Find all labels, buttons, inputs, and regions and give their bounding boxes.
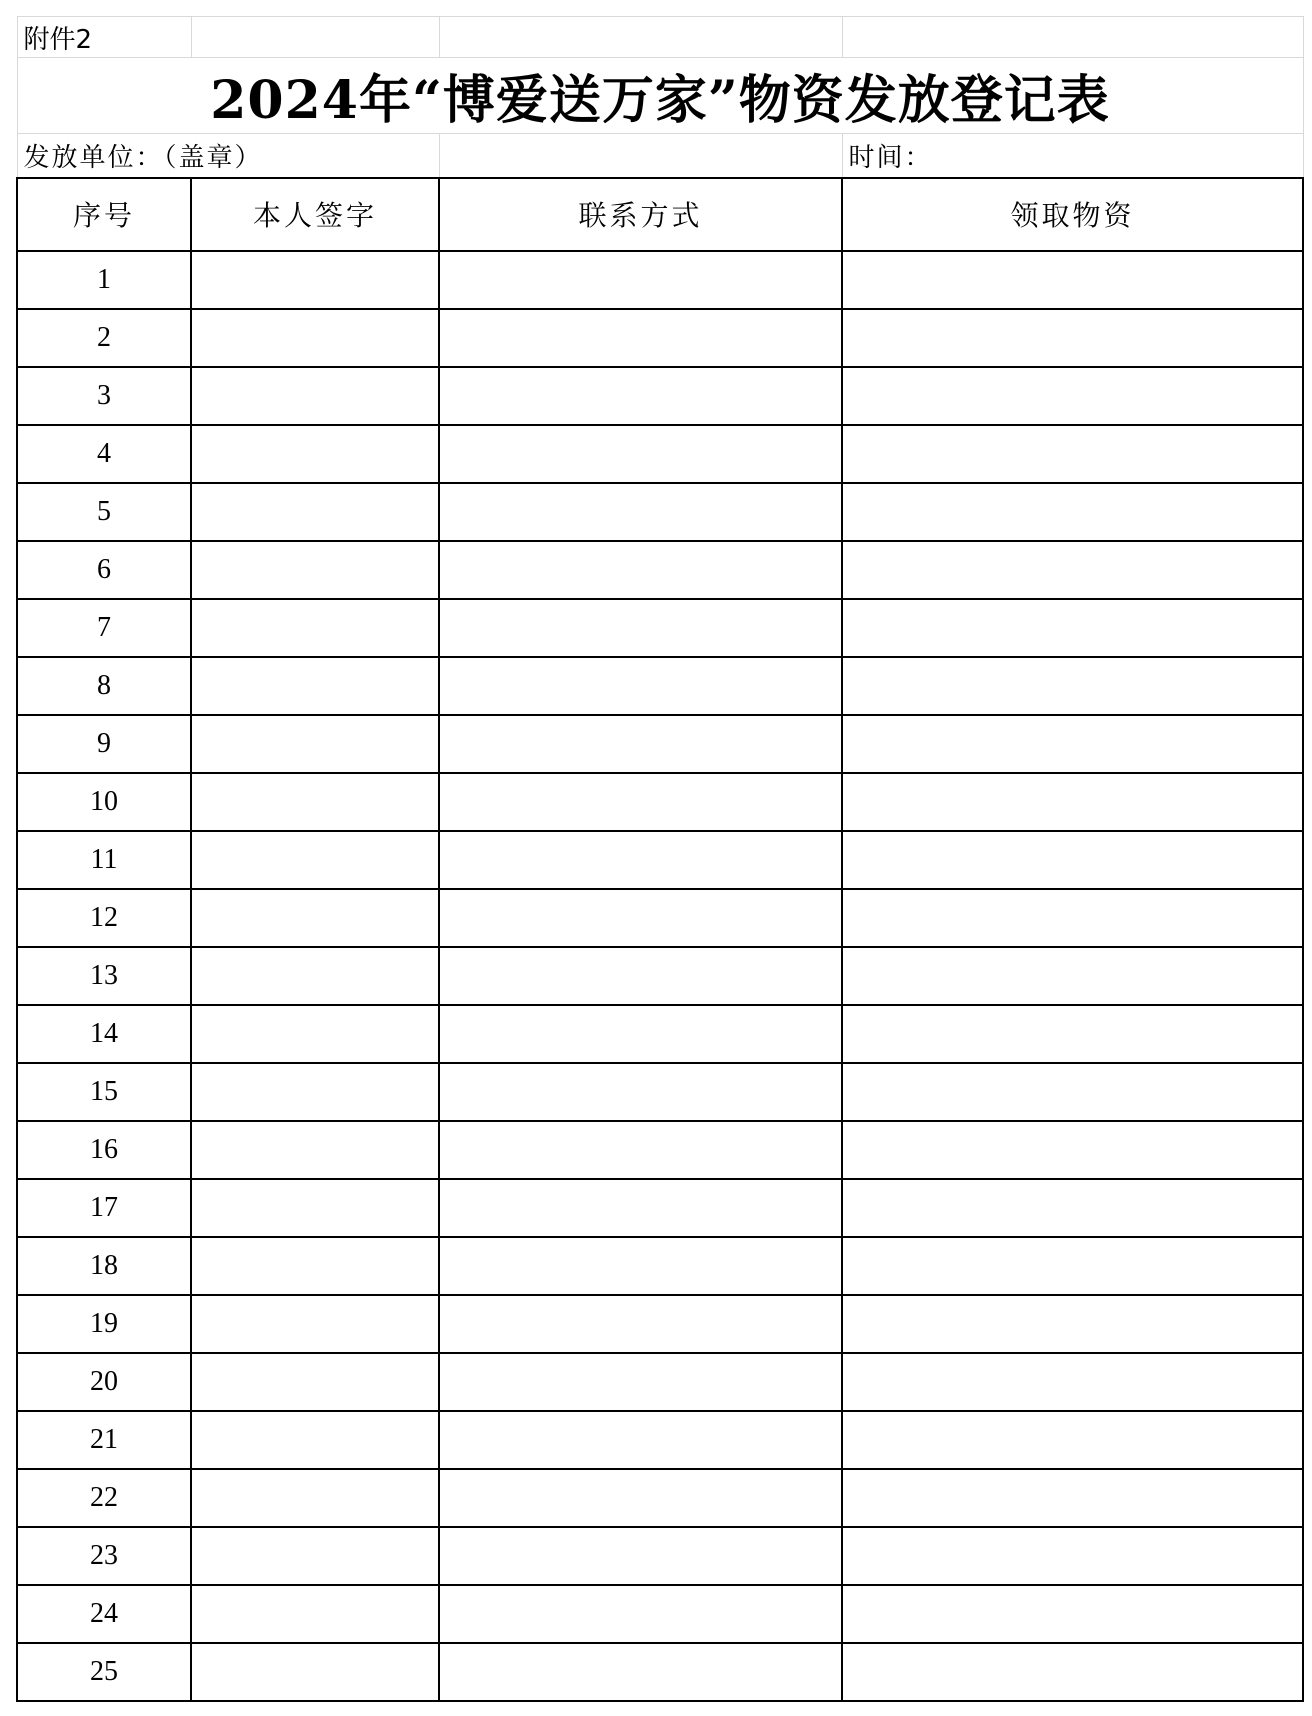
table-row <box>17 1295 1303 1353</box>
table-row <box>17 251 1303 309</box>
column-header-index: 序号 <box>17 178 191 251</box>
items-cell[interactable] <box>842 599 1303 657</box>
contact-cell[interactable] <box>439 947 842 1005</box>
contact-cell[interactable] <box>439 599 842 657</box>
items-cell[interactable] <box>842 251 1303 309</box>
row-index: 16 <box>17 1121 191 1179</box>
row-index: 24 <box>17 1585 191 1643</box>
contact-cell[interactable] <box>439 367 842 425</box>
attachment-row <box>17 17 1303 58</box>
table-row <box>17 309 1303 367</box>
registration-sheet <box>16 16 1304 1702</box>
signature-cell[interactable] <box>191 251 439 309</box>
row-index: 9 <box>17 715 191 773</box>
signature-cell[interactable] <box>191 425 439 483</box>
signature-cell[interactable] <box>191 657 439 715</box>
row-index: 11 <box>17 831 191 889</box>
items-cell[interactable] <box>842 947 1303 1005</box>
table-row <box>17 425 1303 483</box>
items-cell[interactable] <box>842 367 1303 425</box>
contact-cell[interactable] <box>439 1585 842 1643</box>
row-index: 22 <box>17 1469 191 1527</box>
page-title: 2024年“博爱送万家”物资发放登记表 <box>17 58 1303 134</box>
signature-cell[interactable] <box>191 1179 439 1237</box>
title-row <box>17 58 1303 134</box>
signature-cell[interactable] <box>191 541 439 599</box>
items-cell[interactable] <box>842 657 1303 715</box>
signature-cell[interactable] <box>191 1237 439 1295</box>
table-row <box>17 715 1303 773</box>
table-row <box>17 1353 1303 1411</box>
table-row <box>17 889 1303 947</box>
contact-cell[interactable] <box>439 773 842 831</box>
signature-cell[interactable] <box>191 599 439 657</box>
items-cell[interactable] <box>842 1585 1303 1643</box>
table-row <box>17 1121 1303 1179</box>
row-index: 23 <box>17 1527 191 1585</box>
items-cell[interactable] <box>842 1643 1303 1701</box>
signature-cell[interactable] <box>191 715 439 773</box>
signature-cell[interactable] <box>191 1585 439 1643</box>
contact-cell[interactable] <box>439 1643 842 1701</box>
row-index: 14 <box>17 1005 191 1063</box>
signature-cell[interactable] <box>191 947 439 1005</box>
empty-cell <box>439 134 842 178</box>
contact-cell[interactable] <box>439 1179 842 1237</box>
table-row <box>17 483 1303 541</box>
items-cell[interactable] <box>842 831 1303 889</box>
row-index: 13 <box>17 947 191 1005</box>
contact-cell[interactable] <box>439 483 842 541</box>
contact-cell[interactable] <box>439 715 842 773</box>
table-row <box>17 367 1303 425</box>
table-row <box>17 1063 1303 1121</box>
contact-cell[interactable] <box>439 1411 842 1469</box>
table-row <box>17 773 1303 831</box>
contact-cell[interactable] <box>439 1005 842 1063</box>
table-row <box>17 1411 1303 1469</box>
items-cell[interactable] <box>842 483 1303 541</box>
items-cell[interactable] <box>842 1527 1303 1585</box>
table-row <box>17 541 1303 599</box>
row-index: 17 <box>17 1179 191 1237</box>
table-row <box>17 657 1303 715</box>
table-row <box>17 1643 1303 1701</box>
signature-cell[interactable] <box>191 367 439 425</box>
contact-cell[interactable] <box>439 1353 842 1411</box>
row-index: 25 <box>17 1643 191 1701</box>
table-row <box>17 1179 1303 1237</box>
table-row <box>17 831 1303 889</box>
table-row <box>17 1469 1303 1527</box>
row-index: 2 <box>17 309 191 367</box>
signature-cell[interactable] <box>191 1121 439 1179</box>
contact-cell[interactable] <box>439 1237 842 1295</box>
signature-cell[interactable] <box>191 309 439 367</box>
signature-cell[interactable] <box>191 1527 439 1585</box>
row-index: 20 <box>17 1353 191 1411</box>
row-index: 18 <box>17 1237 191 1295</box>
items-cell[interactable] <box>842 1353 1303 1411</box>
contact-cell[interactable] <box>439 889 842 947</box>
row-index: 8 <box>17 657 191 715</box>
table-row <box>17 1005 1303 1063</box>
row-index: 7 <box>17 599 191 657</box>
items-cell[interactable] <box>842 541 1303 599</box>
row-index: 6 <box>17 541 191 599</box>
row-index: 15 <box>17 1063 191 1121</box>
table-row <box>17 599 1303 657</box>
row-index: 21 <box>17 1411 191 1469</box>
contact-cell[interactable] <box>439 309 842 367</box>
contact-cell[interactable] <box>439 1295 842 1353</box>
empty-cell <box>191 17 439 58</box>
row-index: 12 <box>17 889 191 947</box>
table-row <box>17 947 1303 1005</box>
empty-cell <box>439 17 842 58</box>
contact-cell[interactable] <box>439 1527 842 1585</box>
signature-cell[interactable] <box>191 1469 439 1527</box>
contact-cell[interactable] <box>439 831 842 889</box>
items-cell[interactable] <box>842 1179 1303 1237</box>
items-cell[interactable] <box>842 309 1303 367</box>
issuer-label: 发放单位：（盖章） <box>17 134 439 178</box>
signature-cell[interactable] <box>191 1295 439 1353</box>
contact-cell[interactable] <box>439 1063 842 1121</box>
row-index: 19 <box>17 1295 191 1353</box>
contact-cell[interactable] <box>439 1121 842 1179</box>
items-cell[interactable] <box>842 889 1303 947</box>
items-cell[interactable] <box>842 1121 1303 1179</box>
items-cell[interactable] <box>842 715 1303 773</box>
contact-cell[interactable] <box>439 541 842 599</box>
items-cell[interactable] <box>842 1469 1303 1527</box>
time-label: 时间： <box>842 134 1303 178</box>
table-row <box>17 1585 1303 1643</box>
contact-cell[interactable] <box>439 1469 842 1527</box>
signature-cell[interactable] <box>191 1411 439 1469</box>
signature-cell[interactable] <box>191 773 439 831</box>
items-cell[interactable] <box>842 1005 1303 1063</box>
contact-cell[interactable] <box>439 657 842 715</box>
meta-row <box>17 134 1303 178</box>
signature-cell[interactable] <box>191 1353 439 1411</box>
attachment-label: 附件2 <box>17 17 191 58</box>
column-header-items: 领取物资 <box>842 178 1303 251</box>
items-cell[interactable] <box>842 773 1303 831</box>
contact-cell[interactable] <box>439 251 842 309</box>
signature-cell[interactable] <box>191 483 439 541</box>
signature-cell[interactable] <box>191 831 439 889</box>
row-index: 4 <box>17 425 191 483</box>
column-header-signature: 本人签字 <box>191 178 439 251</box>
table-header-row <box>17 178 1303 251</box>
empty-cell <box>842 17 1303 58</box>
signature-cell[interactable] <box>191 1005 439 1063</box>
row-index: 5 <box>17 483 191 541</box>
items-cell[interactable] <box>842 1295 1303 1353</box>
items-cell[interactable] <box>842 1411 1303 1469</box>
signature-cell[interactable] <box>191 1643 439 1701</box>
table-row <box>17 1237 1303 1295</box>
row-index: 10 <box>17 773 191 831</box>
row-index: 3 <box>17 367 191 425</box>
signature-cell[interactable] <box>191 889 439 947</box>
items-cell[interactable] <box>842 1237 1303 1295</box>
row-index: 1 <box>17 251 191 309</box>
column-header-contact: 联系方式 <box>439 178 842 251</box>
contact-cell[interactable] <box>439 425 842 483</box>
signature-cell[interactable] <box>191 1063 439 1121</box>
items-cell[interactable] <box>842 425 1303 483</box>
items-cell[interactable] <box>842 1063 1303 1121</box>
table-row <box>17 1527 1303 1585</box>
